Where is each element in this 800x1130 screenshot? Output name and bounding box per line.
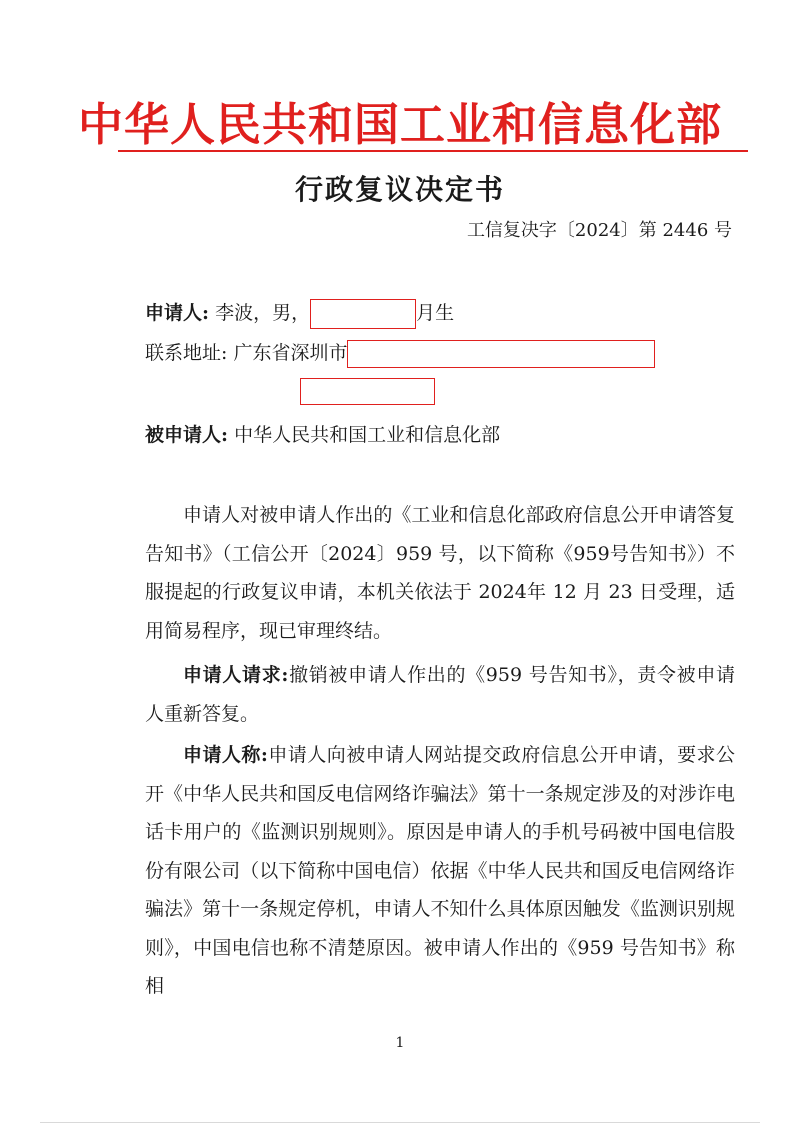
claim-label: 申请人称:: [183, 744, 268, 766]
address-value: 广东省深圳市: [233, 342, 348, 364]
address-line: [145, 338, 655, 368]
applicant-value: 李波，男，: [215, 302, 311, 324]
page-number: 1: [395, 1035, 405, 1051]
request-label: 申请人请求:: [183, 664, 289, 686]
request-text: 撤销被申请人作出的《959 号告知书》，责令被申请人重新答复。: [145, 664, 736, 725]
applicant-label: 申请人:: [145, 302, 210, 324]
respondent-label: 被申请人:: [145, 424, 229, 446]
claim-text: 申请人向被申请人网站提交政府信息公开申请，要求公开《中华人民共和国反电信网络诈骗法》第十一条规定涉及的对涉诈电话卡用户的《监测识别规则》。原因是申请人的手机号码被中国电信股份有限公司（以下简称中国电信）依据《中华人民共和国反电信网络诈骗法》第十一条规定停机，申请人不知什么具体原因触发《监测识别规则》，中国电信也称不清楚原因。被申请人作出的《959 号告知书》称相: [145, 744, 735, 997]
document-title: 行政复议决定书: [294, 173, 505, 206]
ministry-header: 中华人民共和国工业和信息化部: [77, 98, 722, 151]
redacted-address: [347, 340, 655, 368]
redacted-address-continued: [300, 378, 435, 405]
intro-paragraph: 申请人对被申请人作出的《工业和信息化部政府信息公开申请答复告知书》（工信公开〔2024〕959 号，以下简称《959号告知书》）不服提起的行政复议申请，本机关依法于 2024年 12 月 23 日受理，适用简易程序，现已审理终结。: [145, 504, 735, 642]
applicant-line: [145, 298, 454, 329]
document-number: 工信复决字〔2024〕第 2446 号: [466, 220, 732, 241]
address-label: 联系地址:: [145, 342, 228, 364]
footer-rule: [40, 1122, 760, 1123]
header-red-rule: [118, 150, 748, 152]
redacted-birth-date: [310, 299, 416, 329]
request-paragraph: [145, 656, 735, 733]
respondent-line: [145, 420, 500, 447]
respondent-value: 中华人民共和国工业和信息化部: [234, 424, 501, 446]
claim-paragraph: [145, 736, 735, 1006]
applicant-suffix: 月生: [416, 302, 455, 324]
